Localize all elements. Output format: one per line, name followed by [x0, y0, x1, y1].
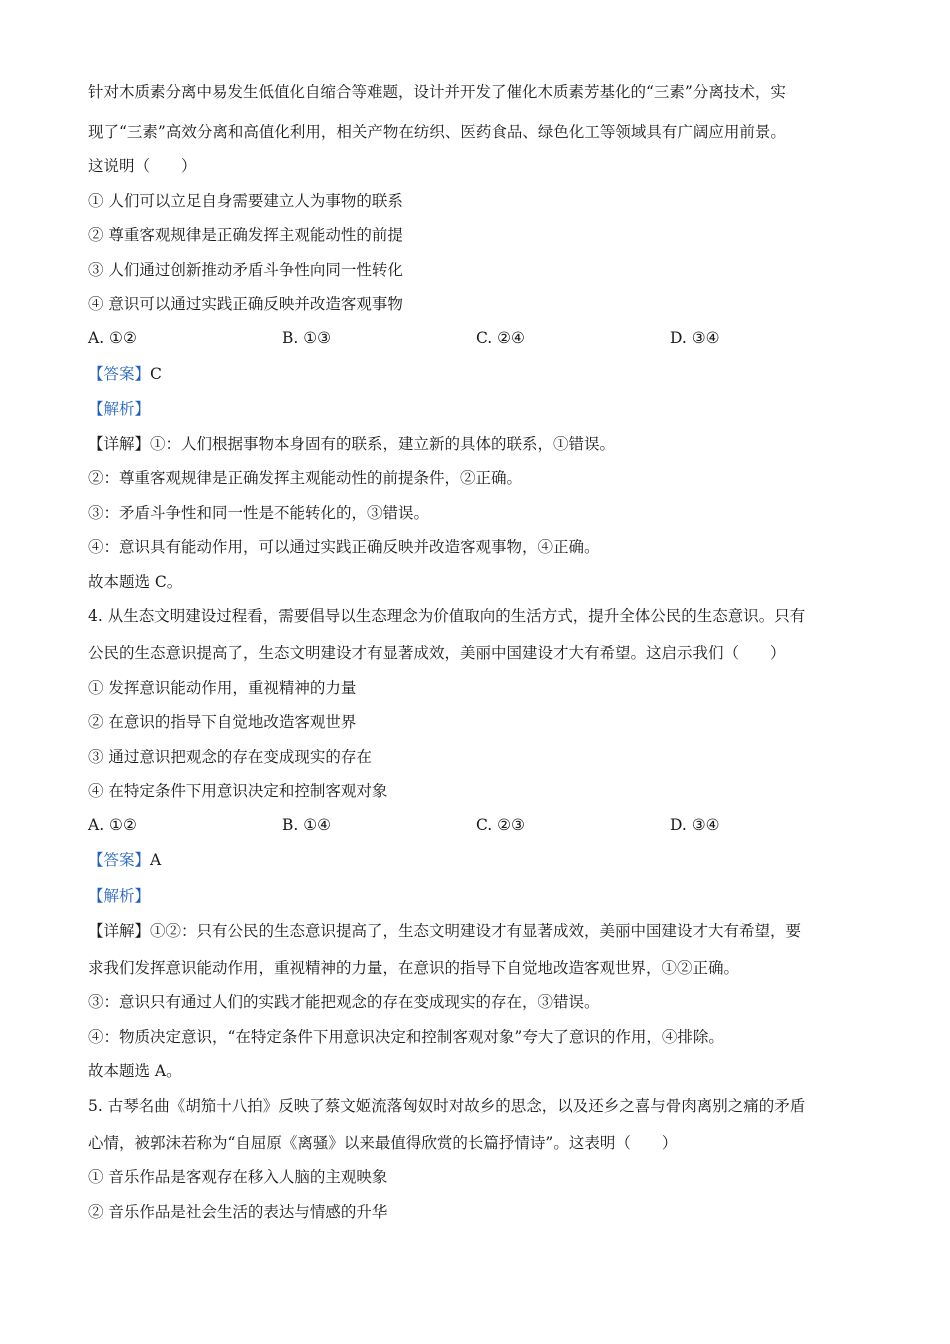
q3-detail-line-2: ②：尊重客观规律是正确发挥主观能动性的前提条件，②正确。: [88, 469, 523, 487]
q3-detail-line-3: ③：矛盾斗争性和同一性是不能转化的，③错误。: [88, 504, 430, 522]
q4-option-a: A. ①②: [88, 816, 137, 834]
answer-tag: 【答案】: [88, 851, 151, 869]
q4-option-b: B. ①④: [282, 816, 332, 834]
q3-item-2: ② 尊重客观规律是正确发挥主观能动性的前提: [88, 226, 403, 244]
q3-stem-line-2: 现了“三素”高效分离和高值化利用，相关产物在纺织、医药食品、绿色化工等领域具有广阔应用前景。: [88, 123, 786, 141]
q5-stem-line-2: 心情，被郭沫若称为“自屈原《离骚》以来最值得欣赏的长篇抒情诗”。这表明（ ）: [88, 1134, 678, 1152]
q3-option-a: A. ①②: [88, 329, 137, 347]
q3-detail-line-1: [88, 434, 615, 454]
q3-stem-line-3: 这说明（ ）: [88, 157, 197, 175]
answer-value: C: [150, 365, 162, 383]
detail-tag: 【详解】: [88, 435, 151, 453]
q4-detail-line-3: ③：意识只有通过人们的实践才能把观念的存在变成现实的存在，③错误。: [88, 993, 600, 1011]
detail-text: ①②：只有公民的生态意识提高了，生态文明建设才有显著成效，美丽中国建设才大有希望，要: [150, 922, 802, 940]
q3-stem-line-1: 针对木质素分离中易发生低值化自缩合等难题，设计并开发了催化木质素芳基化的“三素”分离技术，实: [88, 83, 786, 101]
q4-option-c: C. ②③: [476, 816, 525, 834]
q3-item-1: ① 人们可以立足自身需要建立人为事物的联系: [88, 192, 403, 210]
q4-detail-line-2: 求我们发挥意识能动作用，重视精神的力量，在意识的指导下自觉地改造客观世界，①②正确。: [88, 959, 740, 977]
answer-value: A: [150, 851, 162, 869]
q4-item-2: ② 在意识的指导下自觉地改造客观世界: [88, 713, 357, 731]
q3-item-4: ④ 意识可以通过实践正确反映并改造客观事物: [88, 295, 403, 313]
q4-option-d: D. ③④: [670, 816, 720, 834]
q4-item-1: ① 发挥意识能动作用，重视精神的力量: [88, 679, 357, 697]
q4-stem-line-1: 4. 从生态文明建设过程看，需要倡导以生态理念为价值取向的生活方式，提升全体公民的生态意识。只有: [88, 607, 806, 625]
q3-answer: [88, 364, 162, 384]
q4-detail-line-1: [88, 921, 801, 941]
detail-text: ①：人们根据事物本身固有的联系，建立新的具体的联系，①错误。: [150, 435, 616, 453]
q3-analysis-tag: 【解析】: [88, 400, 151, 418]
q4-answer: [88, 850, 161, 870]
q4-detail-line-4: ④：物质决定意识，“在特定条件下用意识决定和控制客观对象”夸大了意识的作用，④排除。: [88, 1028, 724, 1046]
q4-analysis-tag: 【解析】: [88, 887, 151, 905]
q4-stem-line-2: 公民的生态意识提高了，生态文明建设才有显著成效，美丽中国建设才大有希望。这启示我们（ ）: [88, 644, 786, 662]
q3-detail-line-4: ④：意识具有能动作用，可以通过实践正确反映并改造客观事物，④正确。: [88, 538, 600, 556]
q3-item-3: ③ 人们通过创新推动矛盾斗争性向同一性转化: [88, 261, 403, 279]
q3-option-b: B. ①③: [282, 329, 332, 347]
answer-tag: 【答案】: [88, 365, 151, 383]
q3-option-d: D. ③④: [670, 329, 720, 347]
q5-item-2: ② 音乐作品是社会生活的表达与情感的升华: [88, 1203, 388, 1221]
q3-option-c: C. ②④: [476, 329, 525, 347]
q3-conclusion: 故本题选 C。: [88, 573, 183, 591]
q4-item-3: ③ 通过意识把观念的存在变成现实的存在: [88, 748, 372, 766]
q4-conclusion: 故本题选 A。: [88, 1062, 182, 1080]
q4-item-4: ④ 在特定条件下用意识决定和控制客观对象: [88, 782, 388, 800]
detail-tag: 【详解】: [88, 922, 151, 940]
q5-stem-line-1: 5. 古琴名曲《胡笳十八拍》反映了蔡文姬流落匈奴时对故乡的思念，以及还乡之喜与骨肉离别之痛的矛盾: [88, 1097, 806, 1115]
q5-item-1: ① 音乐作品是客观存在移入人脑的主观映象: [88, 1168, 388, 1186]
